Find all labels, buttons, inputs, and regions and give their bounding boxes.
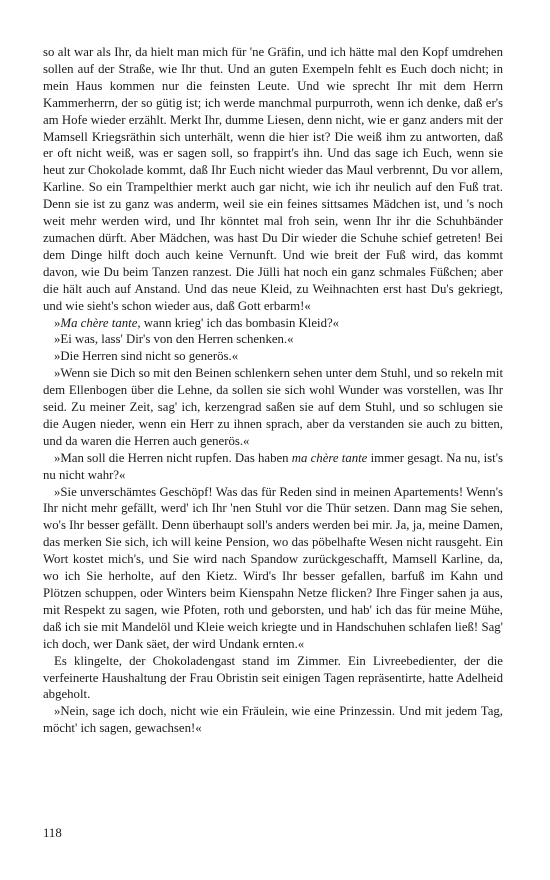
text-segment: »Wenn sie Dich so mit den Beinen schlenkern sehen unter dem Stuhl, und so rekeln mit dem Ellenbogen über die Lehne, da sollen sie sich wohl Wunder was vorstellen, was Ihr seid. Zu meiner Zeit, sag' ich, kerzengrad saßen sie auf dem Stuhl, und so schlugen sie die Augen nieder, wenn ein Herr zu ihnen sprach, aber da verstanden sie auch zu bitten, und da waren die Herren auch generös.« (43, 366, 503, 448)
paragraph (43, 315, 503, 332)
text-segment: »Die Herren sind nicht so generös.« (54, 349, 239, 364)
paragraph (43, 365, 503, 450)
text-segment: »Sie unverschämtes Geschöpf! Was das für Reden sind in meinen Apartements! Wenn's Ihr nicht mehr gefällt, werd' ich Ihr 'nen Stuhl vor die Thür setzen. Dann mag Sie sehen, wo's Ihr besser gefällt. Denn überhaupt soll's anders werden bei mir. Ja, ja, meine Damen, das merken Sie sich, ich will keine Pension, wo das pöbelhafte Wesen nicht rausgeht. Ein Wort kostet mich's, und Sie wird nach Spandow zurückgeschafft, Mamsell Karline, da, wo ich Sie herholte, auf den Kietz. Wird's Ihr besser gefallen, barfuß im Kahn und Plötzen schuppen, oder Winters beim Kienspahn Netze flicken? Ihre Finger sahen ja aus, mit Respekt zu sagen, wie Pfoten, roth und geborsten, und hab' ich das für meine Mühe, daß ich sie mit Mandelöl und Kleie weich kriegte und in Handschuhen schlafen ließ! Sag' ich doch, wer Dank säet, der wird Undank ernten.« (43, 484, 503, 651)
paragraph (43, 331, 503, 348)
text-segment: wann krieg' ich das bombasin Kleid?« (140, 315, 340, 330)
italic-text: Ma chère tante, (60, 315, 141, 330)
italic-text: ma chère tante (291, 450, 368, 465)
text-segment: »Nein, sage ich doch, nicht wie ein Fräulein, wie eine Prinzessin. Und mit jedem Tag, möcht' ich sagen, gewachsen!« (43, 704, 503, 736)
text-segment: » (54, 315, 61, 330)
text-segment: »Ei was, lass' Dir's von den Herren schenken.« (54, 332, 294, 347)
page-number: 118 (43, 826, 62, 840)
text-segment: »Man soll die Herren nicht rupfen. Das haben (54, 450, 292, 465)
paragraph (43, 703, 503, 737)
paragraph (43, 348, 503, 365)
paragraph (43, 44, 503, 315)
paragraph (43, 653, 503, 704)
body-text (43, 44, 503, 737)
text-segment: immer gesagt. Na nu, ist's nu nicht wahr?« (43, 450, 503, 482)
paragraph (43, 484, 503, 653)
text-segment: Es klingelte, der Chokoladengast stand im Zimmer. Ein Livreebedienter, der die verfeinerte Haushaltung der Frau Obristin seit einigen Tagen repräsentirte, hatte Adelheid abgeholt. (43, 653, 503, 702)
paragraph (43, 450, 503, 484)
text-segment: so alt war als Ihr, da hielt man mich für 'ne Gräfin, und ich hätte mal den Kopf umdrehen sollen auf der Straße, wie Ihr thut. Und an guten Exempeln fehlt es Euch doch nicht; in mein Haus kommen nur die feinsten Leute. Und wie sprecht Ihr mit dem Herrn Kammerherrn, der so gütig ist; ich werde manchmal purpurroth, wenn ich denke, daß er's am Hofe wieder erzählt. Merkt Ihr, dumme Liesen, denn nicht, wie er ganz anders mit der Mamsell Kriegsräthin sich unterhält, wenn die hier ist? Die weiß ihm zu antworten, daß er oft nicht weiß, was er sagen soll, so frappirt's ihn. Und das sage ich Euch, wenn sie heut zur Chokolade kommt, daß Ihr Euch nicht wieder das Maul verbrennt, Du vor allem, Karline. So ein Trampelthier merkt auch gar nicht, wie ich ihr neulich auf den Fuß trat. Denn sie ist zu ganz was anderm, weil sie ein feines sittsames Mädchen ist, und 's noch weit mehr werden wird, und Ihr könntet mal froh sein, wenn Ihr ihr die Schuhbänder zumachen dürft. Aber Mädchen, was hast Du Dir wieder die Schuhe schief getreten! Bei dem Dinge hilft doch auch keine Vernunft. Und wie breit der Fuß wird, das kommt davon, wie Du beim Tanzen ranzest. Die Jülli hat noch ein ganz schmales Füßchen; aber die hält auch auf Anstand. Und das neue Kleid, zu Weihnachten erst hast Du's gekriegt, und wie sieht's schon wieder aus, daß Gott erbarm!« (43, 45, 503, 313)
